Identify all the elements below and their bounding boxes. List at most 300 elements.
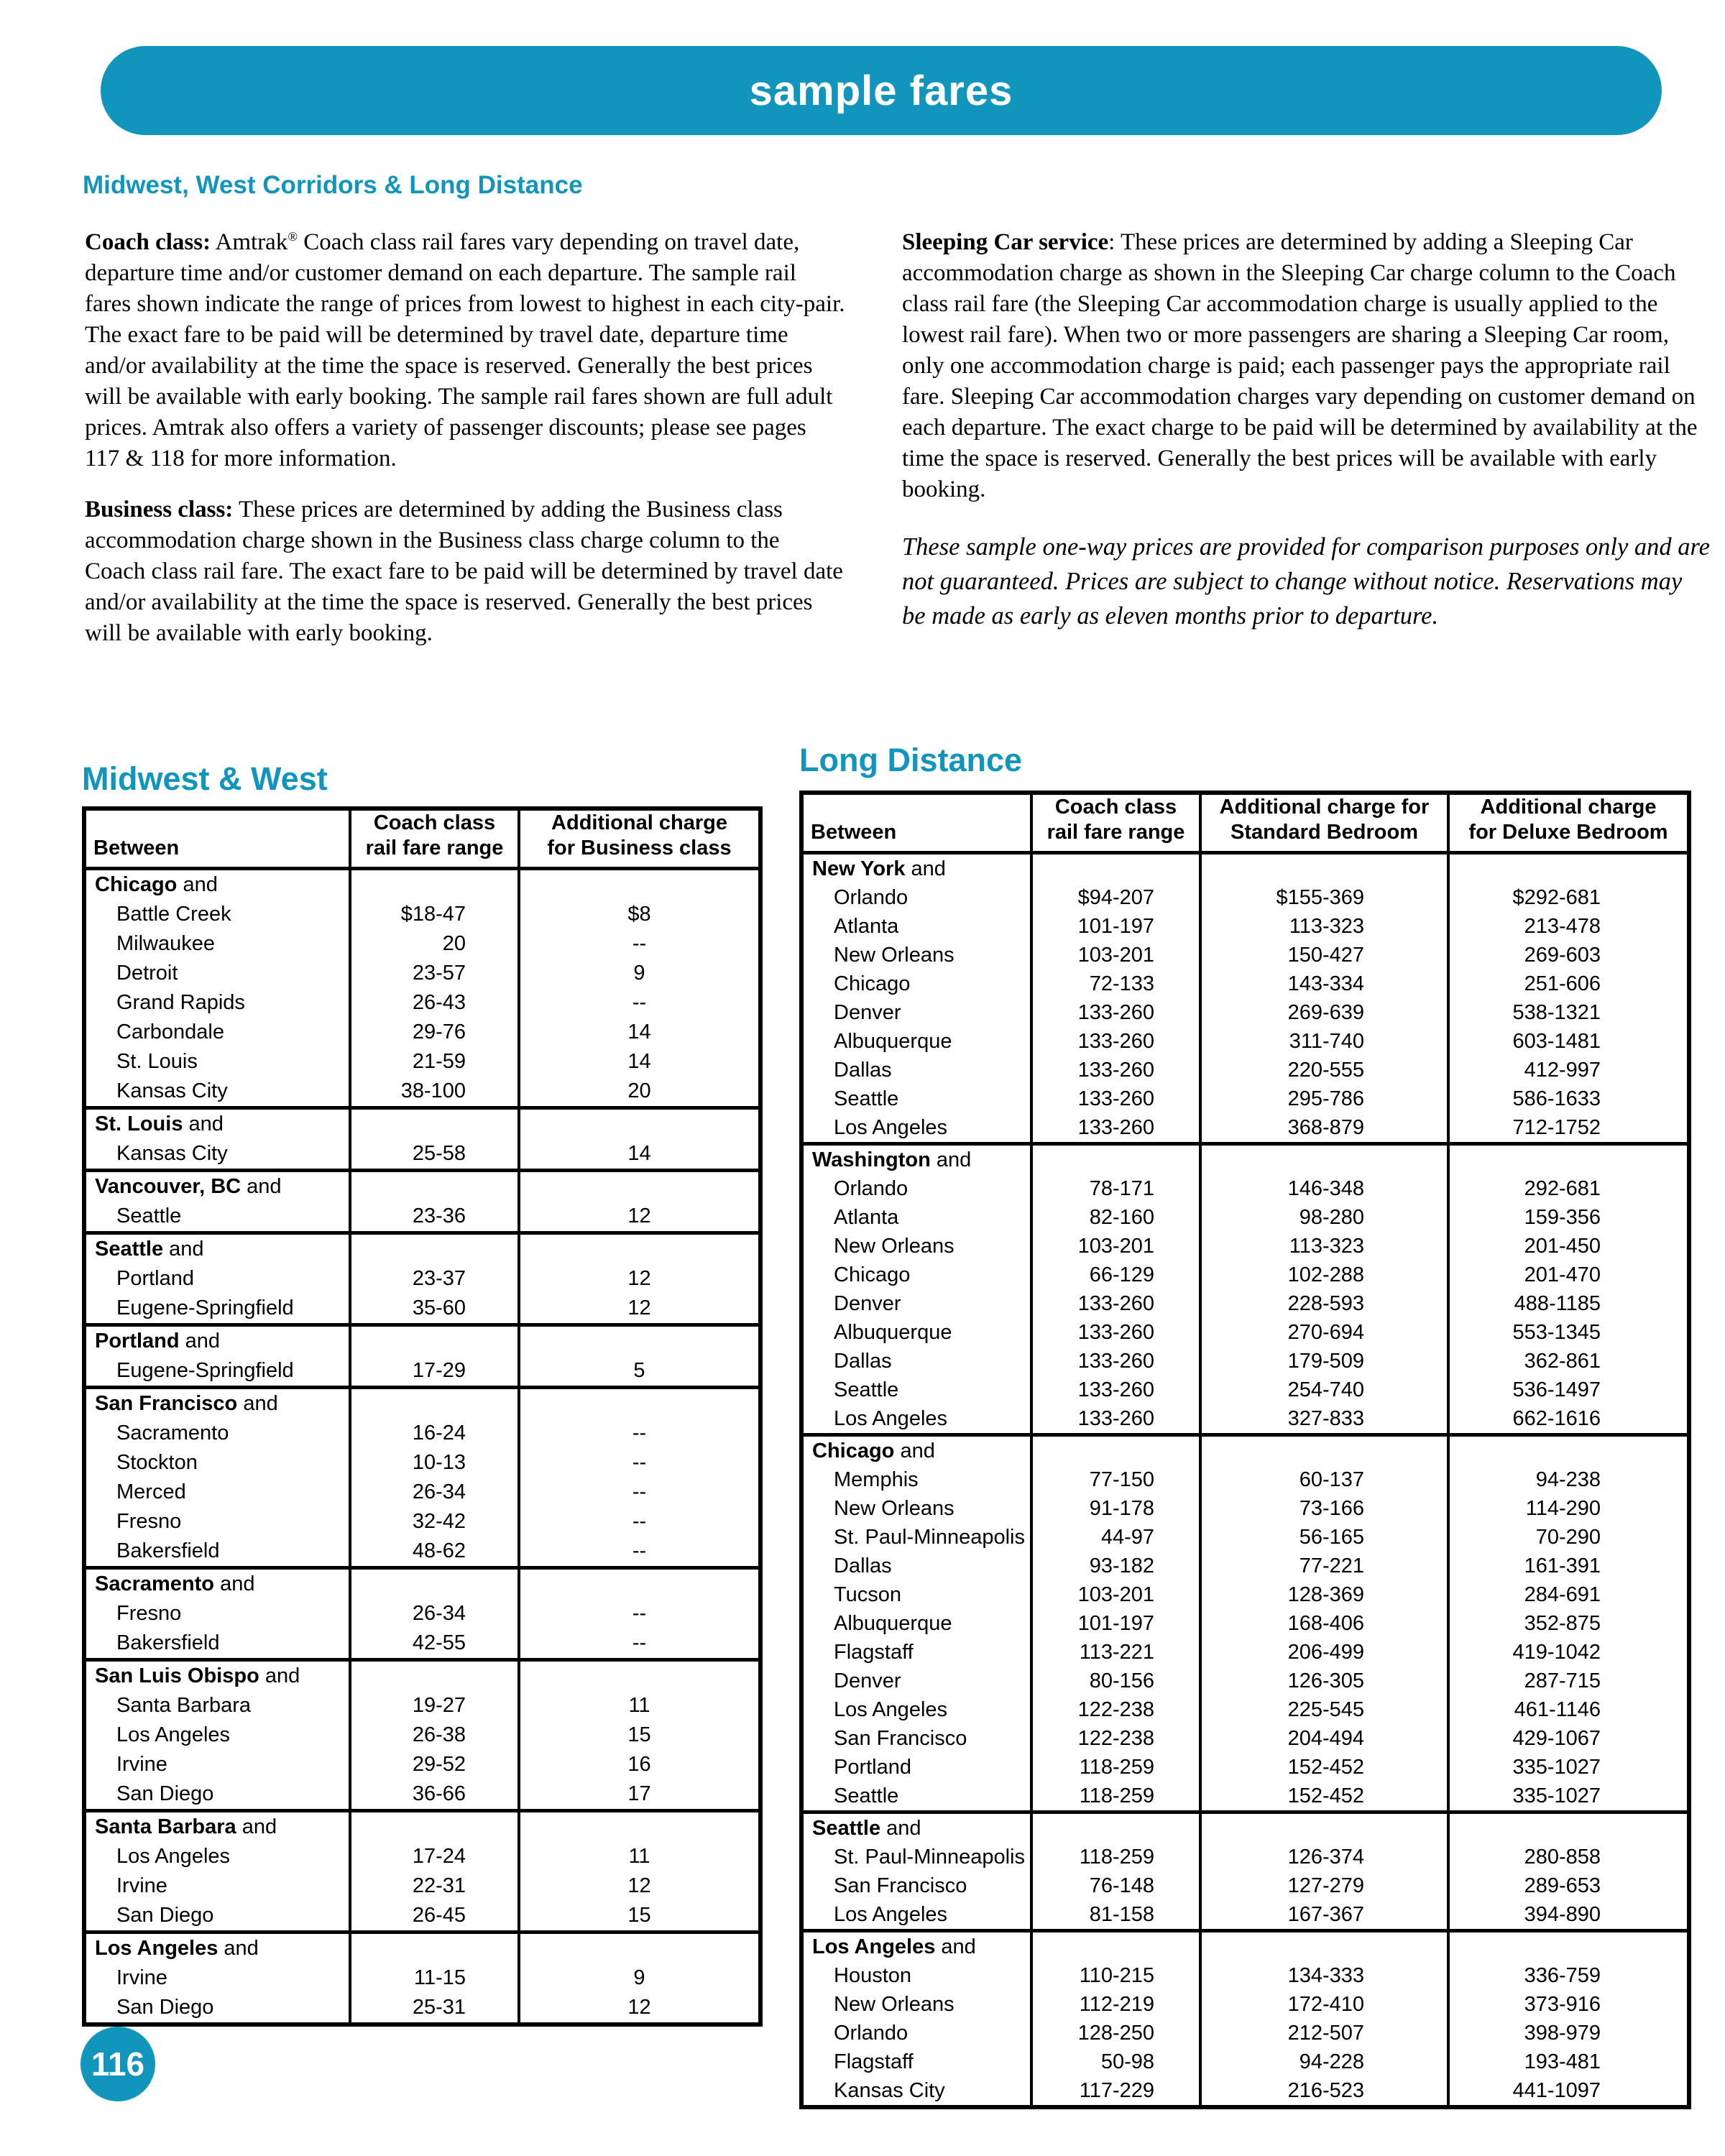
fare-cell: 292-681 xyxy=(1448,1174,1689,1203)
sleeping-car-text: : These prices are determined by adding a Sleeping Car accommodation charge as shown in the Sleeping Car charge column to the Coach class rail fare (the Sleeping Car accommodation charge is usually applied to the lowest rail fare). When two or more passengers are sharing a Sleeping Car room, only one accommodation charge is paid; each passenger pays the appropriate rail fare. Sleeping Car accommodation charges vary depending on customer demand on each departure. The exact charge to be paid will be determined by availability at the time the space is reserved. Generally the best prices will be available with early booking. xyxy=(902,229,1698,502)
fare-cell: 82-160 xyxy=(1031,1203,1200,1232)
empty-cell xyxy=(350,1660,519,1692)
city-cell: San Francisco xyxy=(834,1726,967,1750)
fare-cell: 536-1497 xyxy=(1448,1376,1689,1404)
fare-row xyxy=(801,1318,1689,1347)
coach-class-paragraph xyxy=(85,227,845,474)
city-cell: Milwaukee xyxy=(116,932,215,955)
fare-cell: 712-1752 xyxy=(1448,1113,1689,1144)
city-cell: Dallas xyxy=(834,1554,892,1577)
business-class-text: These prices are determined by adding the Business class accommodation charge shown in the Business class charge column to the Coach class rail fare. The exact fare to be paid will be determined by travel date and/or availability at the time the space is reserved. Generally the best prices will be available with early booking. xyxy=(85,497,843,646)
city-cell: Seattle xyxy=(116,1204,182,1227)
fare-cell: 133-260 xyxy=(1031,1056,1200,1084)
section-header-row xyxy=(84,1388,760,1419)
empty-cell xyxy=(1448,853,1689,884)
fare-cell: 122-238 xyxy=(1031,1724,1200,1753)
registered-mark: ® xyxy=(288,229,298,244)
city-cell: Kansas City xyxy=(116,1142,228,1165)
fare-row xyxy=(84,1264,760,1294)
fare-cell: 11 xyxy=(519,1691,760,1720)
and-label: and xyxy=(185,1330,221,1353)
fare-cell: 280-858 xyxy=(1448,1843,1689,1871)
empty-cell xyxy=(519,1108,760,1140)
fare-cell: 398-979 xyxy=(1448,2019,1689,2047)
between-column-header: Between xyxy=(801,793,1031,853)
fare-row xyxy=(84,1993,760,2024)
city-cell: Albuquerque xyxy=(834,1611,952,1635)
city-cell: Carbondale xyxy=(116,1021,224,1044)
and-label: and xyxy=(886,1816,921,1840)
empty-cell xyxy=(1031,1144,1200,1175)
city-cell: Chicago xyxy=(834,972,911,995)
fare-cell: 133-260 xyxy=(1031,1027,1200,1056)
section-city-cell: Sacramento and xyxy=(84,1568,350,1600)
city-cell: Portland xyxy=(116,1267,195,1290)
fare-section xyxy=(801,1812,1689,1931)
fare-cell: 206-499 xyxy=(1200,1638,1448,1667)
fare-row xyxy=(801,1347,1689,1376)
fare-row xyxy=(801,1376,1689,1404)
empty-cell xyxy=(350,1932,519,1964)
city-cell: Los Angeles xyxy=(834,1697,948,1721)
fare-section xyxy=(84,1932,760,2025)
fare-cell: 335-1027 xyxy=(1448,1782,1689,1812)
fare-cell: 146-348 xyxy=(1200,1174,1448,1203)
section-header-row xyxy=(84,1932,760,1964)
fare-cell: 133-260 xyxy=(1031,1318,1200,1347)
section-header-row xyxy=(84,1171,760,1202)
empty-cell xyxy=(1031,1435,1200,1466)
fare-cell: -- xyxy=(519,1478,760,1507)
section-header-row xyxy=(84,1325,760,1357)
fare-cell: 254-740 xyxy=(1200,1376,1448,1404)
coach-class-lead: Coach class: xyxy=(85,229,211,255)
fare-cell: 19-27 xyxy=(350,1691,519,1720)
fare-cell: 93-182 xyxy=(1031,1552,1200,1580)
fare-row xyxy=(801,1174,1689,1203)
fare-cell: 17 xyxy=(519,1779,760,1811)
fare-section xyxy=(84,1388,760,1568)
fare-cell: 25-58 xyxy=(350,1139,519,1171)
city-cell: Orlando xyxy=(834,2021,908,2045)
fare-section xyxy=(84,1660,760,1811)
fare-row xyxy=(801,1523,1689,1552)
empty-cell xyxy=(350,1388,519,1419)
empty-cell xyxy=(350,1811,519,1843)
city-cell: Flagstaff xyxy=(834,1640,914,1664)
fare-row xyxy=(84,1018,760,1047)
fare-cell: 225-545 xyxy=(1200,1695,1448,1724)
city-cell: Eugene-Springfield xyxy=(116,1359,294,1382)
section-city-cell: Los Angeles and xyxy=(801,1931,1031,1962)
fare-cell: 159-356 xyxy=(1448,1203,1689,1232)
city-cell: New Orleans xyxy=(834,1496,954,1520)
city-cell: St. Paul-Minneapolis xyxy=(834,1845,1025,1869)
fare-cell: 73-166 xyxy=(1200,1494,1448,1523)
fare-cell: 14 xyxy=(519,1047,760,1077)
fare-cell: 78-171 xyxy=(1031,1174,1200,1203)
fare-cell: 412-997 xyxy=(1448,1056,1689,1084)
city-cell: Bakersfield xyxy=(116,1631,220,1654)
fare-cell: 269-639 xyxy=(1200,998,1448,1027)
empty-cell xyxy=(1031,1812,1200,1843)
and-label: and xyxy=(183,873,218,896)
city-cell: Sacramento xyxy=(116,1422,229,1445)
fare-cell: 14 xyxy=(519,1139,760,1171)
fare-cell: 70-290 xyxy=(1448,1523,1689,1552)
fare-row xyxy=(801,998,1689,1027)
fare-cell: 76-148 xyxy=(1031,1871,1200,1900)
empty-cell xyxy=(1200,853,1448,884)
sleeping-car-lead: Sleeping Car service xyxy=(902,229,1109,255)
empty-cell xyxy=(350,1325,519,1357)
fare-section xyxy=(84,1325,760,1388)
fare-cell: 20 xyxy=(350,929,519,959)
fare-cell: 553-1345 xyxy=(1448,1318,1689,1347)
fare-cell: -- xyxy=(519,929,760,959)
fare-cell: 50-98 xyxy=(1031,2047,1200,2076)
fare-row xyxy=(84,1691,760,1720)
fare-row xyxy=(801,1782,1689,1812)
fare-row xyxy=(801,2019,1689,2047)
city-cell: Chicago xyxy=(834,1263,911,1286)
fare-cell: 143-334 xyxy=(1200,969,1448,998)
fare-row xyxy=(801,1753,1689,1782)
and-label: and xyxy=(264,1664,300,1687)
fare-cell: -- xyxy=(519,1419,760,1448)
column-header: Additional charge for Deluxe Bedroom xyxy=(1448,793,1689,853)
fare-cell: 126-374 xyxy=(1200,1843,1448,1871)
fare-cell: 152-452 xyxy=(1200,1753,1448,1782)
fare-cell: 32-42 xyxy=(350,1507,519,1537)
city-cell: Detroit xyxy=(116,962,178,985)
fare-cell: 23-37 xyxy=(350,1264,519,1294)
empty-cell xyxy=(519,1325,760,1357)
column-header: Coach class rail fare range xyxy=(1031,793,1200,853)
empty-cell xyxy=(519,1660,760,1692)
fare-section xyxy=(801,1435,1689,1812)
city-cell: Los Angeles xyxy=(116,1723,231,1746)
fare-cell: 201-450 xyxy=(1448,1232,1689,1261)
fare-row xyxy=(801,969,1689,998)
city-cell: Denver xyxy=(834,1291,901,1315)
section-header-row xyxy=(84,1568,760,1600)
fare-row xyxy=(801,1494,1689,1523)
fare-row xyxy=(84,1901,760,1932)
empty-cell xyxy=(1448,1144,1689,1175)
city-cell: Los Angeles xyxy=(834,1115,948,1139)
section-city-cell: Santa Barbara and xyxy=(84,1811,350,1843)
fare-cell: 133-260 xyxy=(1031,1404,1200,1435)
fare-row xyxy=(84,1202,760,1233)
fare-row xyxy=(84,1628,760,1660)
and-label: and xyxy=(243,1392,278,1415)
fare-cell: 101-197 xyxy=(1031,1609,1200,1638)
section-header-row xyxy=(801,1931,1689,1962)
fare-cell: 289-653 xyxy=(1448,1871,1689,1900)
fare-row xyxy=(84,1720,760,1750)
empty-cell xyxy=(519,1388,760,1419)
city-cell: Seattle xyxy=(834,1784,899,1807)
fare-cell: 25-31 xyxy=(350,1993,519,2024)
fare-cell: 48-62 xyxy=(350,1537,519,1568)
fare-cell: 220-555 xyxy=(1200,1056,1448,1084)
fare-cell: 11 xyxy=(519,1842,760,1871)
section-city-cell: Portland and xyxy=(84,1325,350,1357)
fare-row xyxy=(801,1961,1689,1990)
fare-cell: 36-66 xyxy=(350,1779,519,1811)
city-cell: Los Angeles xyxy=(116,1845,231,1868)
fare-section xyxy=(84,869,760,1108)
fare-cell: 311-740 xyxy=(1200,1027,1448,1056)
fare-row xyxy=(801,1113,1689,1144)
city-cell: Bakersfield xyxy=(116,1539,220,1562)
sleeping-car-paragraph xyxy=(902,227,1711,505)
business-class-lead: Business class: xyxy=(85,497,234,522)
fare-cell: 42-55 xyxy=(350,1628,519,1660)
fare-cell: 133-260 xyxy=(1031,1376,1200,1404)
fare-row xyxy=(84,1139,760,1171)
city-cell: Flagstaff xyxy=(834,2050,914,2073)
city-cell: Fresno xyxy=(116,1602,182,1625)
fare-cell: 26-38 xyxy=(350,1720,519,1750)
section-header-row xyxy=(84,869,760,900)
fare-cell: 77-221 xyxy=(1200,1552,1448,1580)
fare-cell: 12 xyxy=(519,1264,760,1294)
fare-section xyxy=(84,1233,760,1325)
fare-cell: 102-288 xyxy=(1200,1261,1448,1289)
section-city-cell: Washington and xyxy=(801,1144,1031,1175)
fare-row xyxy=(801,1900,1689,1931)
fare-cell: 284-691 xyxy=(1448,1580,1689,1609)
city-cell: Albuquerque xyxy=(834,1029,952,1053)
fare-cell: 603-1481 xyxy=(1448,1027,1689,1056)
header-row xyxy=(801,793,1689,853)
fare-cell: 128-250 xyxy=(1031,2019,1200,2047)
empty-cell xyxy=(519,1568,760,1600)
fare-cell: 152-452 xyxy=(1200,1782,1448,1812)
empty-cell xyxy=(1200,1144,1448,1175)
fare-cell: 368-879 xyxy=(1200,1113,1448,1144)
fare-row xyxy=(801,1580,1689,1609)
fare-cell: $155-369 xyxy=(1200,883,1448,912)
fare-cell: 5 xyxy=(519,1356,760,1388)
fare-cell: 204-494 xyxy=(1200,1724,1448,1753)
city-cell: Stockton xyxy=(116,1451,198,1474)
fare-cell: 117-229 xyxy=(1031,2076,1200,2107)
fare-row xyxy=(801,1203,1689,1232)
city-cell: Denver xyxy=(834,1000,901,1024)
column-header: Additional charge for Business class xyxy=(519,808,760,869)
fare-cell: $292-681 xyxy=(1448,883,1689,912)
fare-cell: 193-481 xyxy=(1448,2047,1689,2076)
city-cell: Atlanta xyxy=(834,914,899,938)
city-cell: Kansas City xyxy=(116,1079,228,1102)
fare-row xyxy=(801,1871,1689,1900)
fare-cell: 336-759 xyxy=(1448,1961,1689,1990)
city-cell: New Orleans xyxy=(834,1234,954,1258)
city-cell: Irvine xyxy=(116,1874,167,1897)
empty-cell xyxy=(1448,1812,1689,1843)
fare-cell: 134-333 xyxy=(1200,1961,1448,1990)
fare-cell: 201-470 xyxy=(1448,1261,1689,1289)
section-city-cell: San Francisco and xyxy=(84,1388,350,1419)
section-heading: Midwest, West Corridors & Long Distance xyxy=(83,171,583,199)
fare-row xyxy=(84,1871,760,1901)
fare-cell: 168-406 xyxy=(1200,1609,1448,1638)
empty-cell xyxy=(1031,1931,1200,1962)
fare-cell: 35-60 xyxy=(350,1294,519,1325)
empty-cell xyxy=(350,869,519,900)
fare-cell: 103-201 xyxy=(1031,941,1200,969)
fare-cell: 394-890 xyxy=(1448,1900,1689,1931)
midwest-table-heading: Midwest & West xyxy=(82,760,328,797)
city-cell: San Diego xyxy=(116,1996,214,2019)
fare-row xyxy=(801,2076,1689,2107)
fare-cell: 26-45 xyxy=(350,1901,519,1932)
fare-cell: 29-76 xyxy=(350,1018,519,1047)
fare-cell: 26-43 xyxy=(350,988,519,1018)
section-city-cell: Chicago and xyxy=(801,1435,1031,1466)
city-cell: Tucson xyxy=(834,1583,902,1606)
fare-cell: 295-786 xyxy=(1200,1084,1448,1113)
fare-cell: 118-259 xyxy=(1031,1782,1200,1812)
fare-row xyxy=(801,1990,1689,2019)
disclaimer-paragraph: These sample one-way prices are provided for comparison purposes only and are not guaranteed. Prices are subject to change without notice. Reservations may be made as early as eleven months prior to departure. xyxy=(902,533,1710,630)
fare-cell: 29-52 xyxy=(350,1750,519,1779)
page-number-badge xyxy=(80,2027,155,2101)
fare-cell: 26-34 xyxy=(350,1599,519,1628)
fare-row xyxy=(801,1289,1689,1318)
fare-cell: 60-137 xyxy=(1200,1465,1448,1494)
fare-cell: 172-410 xyxy=(1200,1990,1448,2019)
page-number: 116 xyxy=(91,2045,145,2083)
city-cell: Albuquerque xyxy=(834,1320,952,1344)
and-label: and xyxy=(247,1175,282,1198)
fare-cell: -- xyxy=(519,1448,760,1478)
city-cell: San Diego xyxy=(116,1782,214,1805)
fare-cell: 26-34 xyxy=(350,1478,519,1507)
fare-cell: 9 xyxy=(519,1963,760,1993)
fare-cell: 9 xyxy=(519,959,760,988)
city-cell: Irvine xyxy=(116,1966,167,1989)
fare-row xyxy=(801,1609,1689,1638)
fare-cell: 228-593 xyxy=(1200,1289,1448,1318)
fare-cell: 150-427 xyxy=(1200,941,1448,969)
and-label: and xyxy=(220,1572,255,1595)
fare-cell: 167-367 xyxy=(1200,1900,1448,1931)
city-cell: Grand Rapids xyxy=(116,991,245,1014)
fare-cell: 662-1616 xyxy=(1448,1404,1689,1435)
amtrak-word: Amtrak xyxy=(211,229,288,255)
fare-cell: 72-133 xyxy=(1031,969,1200,998)
fare-cell: 12 xyxy=(519,1871,760,1901)
fare-section xyxy=(84,1811,760,1932)
city-cell: Merced xyxy=(116,1480,186,1503)
fare-cell: 98-280 xyxy=(1200,1203,1448,1232)
fare-cell: -- xyxy=(519,1628,760,1660)
fare-cell: 15 xyxy=(519,1720,760,1750)
fare-cell: 216-523 xyxy=(1200,2076,1448,2107)
fare-cell: 12 xyxy=(519,1202,760,1233)
empty-cell xyxy=(350,1171,519,1202)
fare-cell: 161-391 xyxy=(1448,1552,1689,1580)
fare-cell: 12 xyxy=(519,1993,760,2024)
section-city-cell: Vancouver, BC and xyxy=(84,1171,350,1202)
fare-cell: 586-1633 xyxy=(1448,1084,1689,1113)
fare-row xyxy=(84,959,760,988)
fare-cell: 66-129 xyxy=(1031,1261,1200,1289)
fare-row xyxy=(801,1465,1689,1494)
and-label: and xyxy=(242,1815,277,1838)
fare-row xyxy=(84,1077,760,1108)
fare-row xyxy=(84,1963,760,1993)
city-cell: St. Paul-Minneapolis xyxy=(834,1525,1025,1549)
fare-cell: 213-478 xyxy=(1448,912,1689,941)
fare-row xyxy=(801,1027,1689,1056)
city-cell: New Orleans xyxy=(834,1992,954,2016)
and-label: and xyxy=(936,1148,972,1171)
and-label: and xyxy=(169,1238,204,1261)
fare-cell: 14 xyxy=(519,1018,760,1047)
fare-cell: 22-31 xyxy=(350,1871,519,1901)
fare-row xyxy=(84,1842,760,1871)
fare-row xyxy=(801,2047,1689,2076)
empty-cell xyxy=(519,1233,760,1265)
fare-cell: 133-260 xyxy=(1031,1084,1200,1113)
fare-cell: 101-197 xyxy=(1031,912,1200,941)
fare-row xyxy=(84,900,760,929)
fare-row xyxy=(84,1599,760,1628)
page-title: sample fares xyxy=(749,67,1013,114)
and-label: and xyxy=(188,1112,224,1135)
fare-row xyxy=(801,1261,1689,1289)
city-cell: Santa Barbara xyxy=(116,1694,252,1717)
fare-section xyxy=(84,1108,760,1171)
fare-cell: -- xyxy=(519,1537,760,1568)
intro-right-column xyxy=(902,227,1711,653)
fare-cell: 44-97 xyxy=(1031,1523,1200,1552)
fare-row xyxy=(84,1537,760,1568)
section-header-row xyxy=(84,1811,760,1843)
fare-cell: 133-260 xyxy=(1031,1113,1200,1144)
and-label: and xyxy=(900,1439,935,1462)
fare-cell: 133-260 xyxy=(1031,1347,1200,1376)
fare-cell: -- xyxy=(519,1507,760,1537)
long-distance-fares-table xyxy=(799,791,1691,2109)
section-header-row xyxy=(801,853,1689,884)
fare-row xyxy=(84,929,760,959)
fare-cell: 212-507 xyxy=(1200,2019,1448,2047)
fare-row xyxy=(84,1047,760,1077)
fare-cell: 373-916 xyxy=(1448,1990,1689,2019)
fare-cell: 113-323 xyxy=(1200,912,1448,941)
fare-cell: 16 xyxy=(519,1750,760,1779)
empty-cell xyxy=(519,1932,760,1964)
fare-row xyxy=(84,1779,760,1811)
section-city-cell: Los Angeles and xyxy=(84,1932,350,1964)
fare-row xyxy=(801,912,1689,941)
fare-cell: 335-1027 xyxy=(1448,1753,1689,1782)
fare-cell: 128-369 xyxy=(1200,1580,1448,1609)
fare-cell: $94-207 xyxy=(1031,883,1200,912)
fare-cell: 56-165 xyxy=(1200,1523,1448,1552)
section-city-cell: Seattle and xyxy=(801,1812,1031,1843)
section-header-row xyxy=(801,1812,1689,1843)
section-city-cell: Seattle and xyxy=(84,1233,350,1265)
fare-row xyxy=(801,1638,1689,1667)
fare-row xyxy=(801,883,1689,912)
